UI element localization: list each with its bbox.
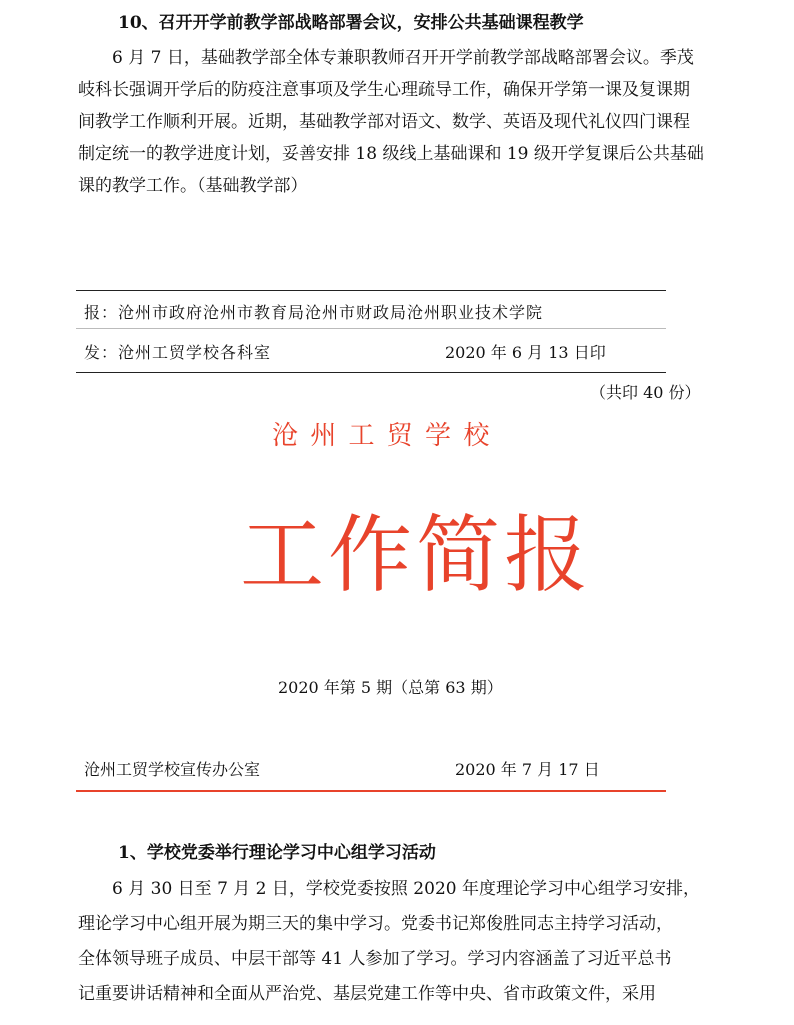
paragraph-line: 课的教学工作。（基础教学部）: [78, 176, 308, 196]
bulletin-title: 工作简报: [240, 506, 593, 604]
distribution-bottom-rule: [76, 372, 666, 373]
publisher-office: 沧州工贸学校宣传办公室: [84, 760, 261, 779]
masthead-red-rule: [76, 790, 666, 792]
send-to-line: 发：沧州工贸学校各科室: [84, 343, 272, 362]
publish-date: 2020 年 7 月 17 日: [455, 760, 600, 779]
paragraph-line: 全体领导班子成员、中层干部等 41 人参加了学习。学习内容涵盖了习近平总书: [78, 949, 672, 969]
paragraph-line: 制定统一的教学进度计划，妥善安排 18 级线上基础课和 19 级开学复课后公共基础: [78, 144, 704, 164]
article-body: [78, 872, 718, 1012]
paragraph-line: 6 月 7 日，基础教学部全体专兼职教师召开开学前教学部战略部署会议。季茂: [112, 48, 694, 68]
paragraph-line: 岐科长强调开学后的防疫注意事项及学生心理疏导工作，确保开学第一课及复课期: [78, 80, 690, 100]
paragraph-line: 6 月 30 日至 7 月 2 日，学校党委按照 2020 年度理论学习中心组学习安排，: [112, 879, 700, 899]
school-name: 沧 州 工 贸 学 校: [272, 421, 492, 451]
distribution-top-rule: [76, 290, 666, 291]
distribution-mid-rule: [76, 328, 666, 329]
copies-count: （共印 40 份）: [590, 383, 701, 402]
article-heading: 1、学校党委举行理论学习中心组学习活动: [118, 843, 436, 863]
prev-article-body: [78, 42, 718, 202]
report-to-line: 报：沧州市政府沧州市教育局沧州市财政局沧州职业技术学院: [84, 303, 544, 322]
print-date: 2020 年 6 月 13 日印: [445, 343, 606, 362]
paragraph-line: 理论学习中心组开展为期三天的集中学习。党委书记郑俊胜同志主持学习活动，: [78, 914, 673, 934]
paragraph-line: 间教学工作顺利开展。近期，基础教学部对语文、数学、英语及现代礼仪四门课程: [78, 112, 690, 132]
prev-article-heading: 10、召开开学前教学部战略部署会议，安排公共基础课程教学: [118, 13, 584, 33]
paragraph-line: 记重要讲话精神和全面从严治党、基层党建工作等中央、省市政策文件，采用: [78, 984, 656, 1004]
issue-number: 2020 年第 5 期（总第 63 期）: [278, 678, 503, 697]
